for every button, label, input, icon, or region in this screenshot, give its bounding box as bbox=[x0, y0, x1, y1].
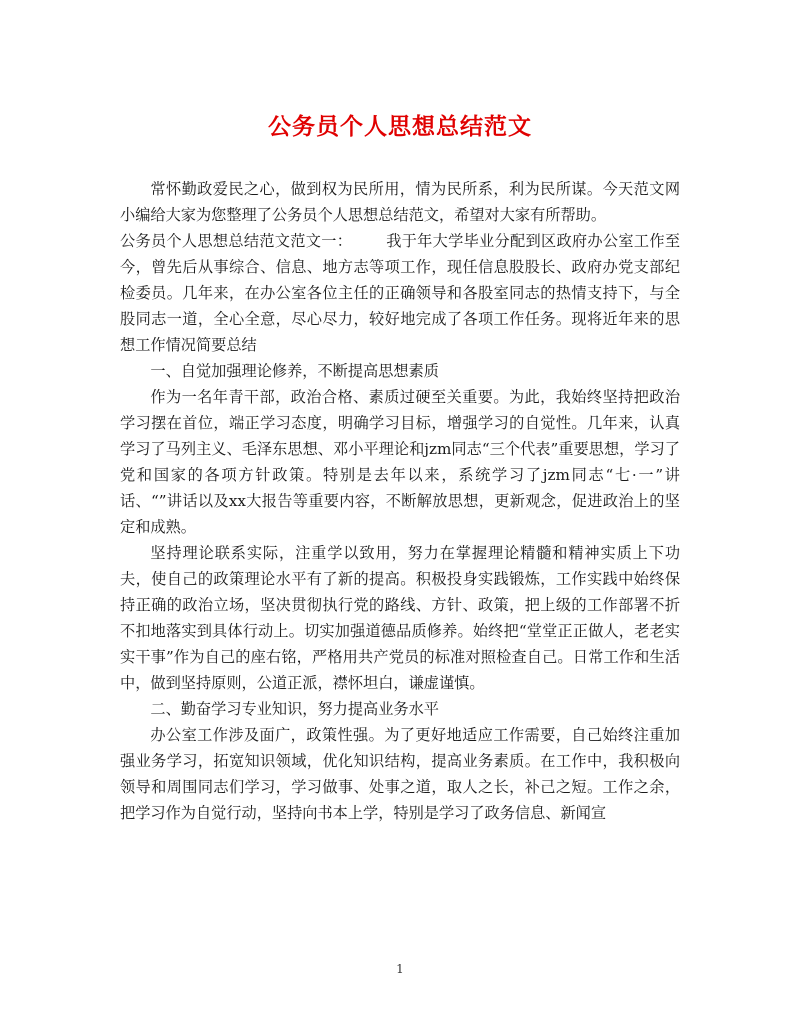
paragraph-two: 坚持理论联系实际，注重学以致用，努力在掌握理论精髓和精神实质上下功夫，使自己的政策理论水平有了新的提高。积极投身实践锻炼，工作实践中始终保持正确的政治立场，坚决贯彻执行党的路线、方针、政策，把上级的工作部署不折不扣地落实到具体行动上。切实加强道德品质修养。始终把“堂堂正正做人，老老实实干事”作为自己的座右铭，严格用共产党员的标准对照检查自己。日常工作和生活中，做到坚持原则，公道正派，襟怀坦白，谦虚谨慎。 bbox=[120, 544, 680, 692]
intro-paragraph: 常怀勤政爱民之心，做到权为民所用，情为民所系，利为民所谋。今天范文网小编给大家为您整理了公务员个人思想总结范文，希望对大家有所帮助。 bbox=[120, 180, 680, 224]
section-lead-text: 我于年大学毕业分配到区政府办公室工作至今，曾先后从事综合、信息、地方志等项工作，现任信息股股长、政府办党支部纪检委员。几年来，在办公室各位主任的正确领导和各股室同志的热情支持下，与全股同志一道，全心全意，尽心尽力，较好地完成了各项工作任务。现将近年来的思想工作情况简要总结 bbox=[120, 232, 681, 354]
paragraph-one: 作为一名年青干部，政治合格、素质过硬至关重要。为此，我始终坚持把政治学习摆在首位，端正学习态度，明确学习目标，增强学习的自觉性。几年来，认真学习了马列主义、毛泽东思想、邓小平理论和jzm同志“三个代表”重要思想，学习了党和国家的各项方针政策。特别是去年以来，系统学习了jzm同志“七·一”讲话、“”讲话以及xx大报告等重要内容，不断解放思想，更新观念，促进政治上的坚定和成熟。 bbox=[120, 388, 680, 536]
document-body bbox=[120, 176, 680, 826]
section-lead-paragraph bbox=[120, 228, 680, 358]
heading-two: 二、勤奋学习专业知识，努力提高业务水平 bbox=[150, 700, 439, 718]
document-title: 公务员个人思想总结范文 bbox=[268, 113, 532, 140]
paragraph-three: 办公室工作涉及面广，政策性强。为了更好地适应工作需要，自己始终注重加强业务学习，拓宽知识领域，优化知识结构，提高业务素质。在工作中，我积极向领导和周围同志们学习，学习做事、处事之道，取人之长，补己之短。工作之余，把学习作为自觉行动，坚持向书本上学，特别是学习了政务信息、新闻宣 bbox=[120, 726, 680, 822]
heading-one: 一、自觉加强理论修养，不断提高思想素质 bbox=[150, 362, 439, 380]
page-number: 1 bbox=[396, 962, 404, 976]
section-label: 公务员个人思想总结范文范文一： bbox=[120, 232, 353, 250]
